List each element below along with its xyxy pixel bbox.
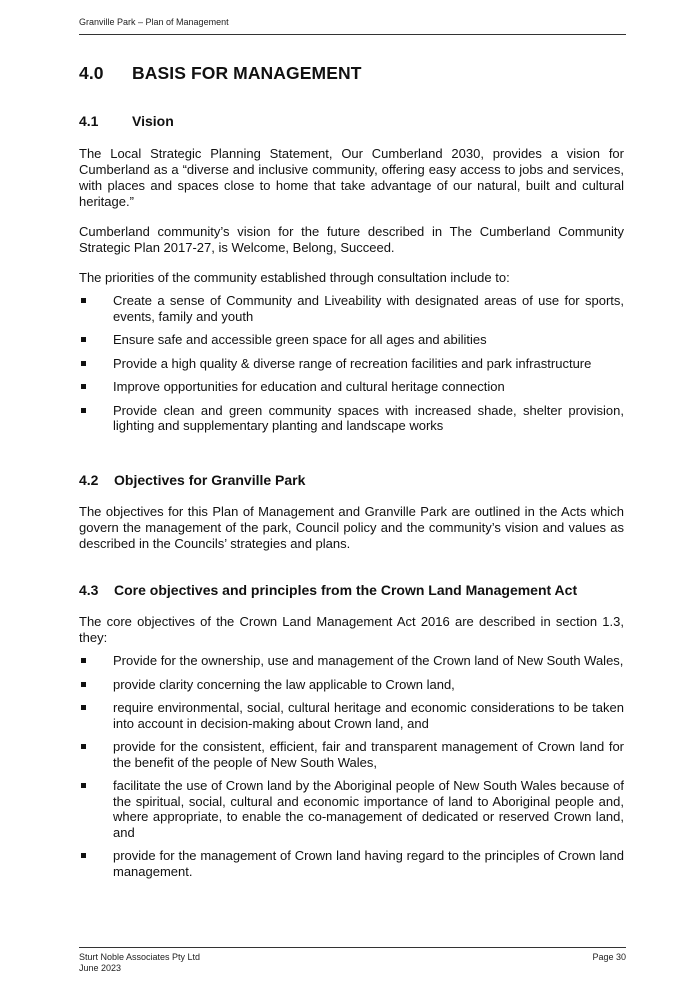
list-item: Provide for the ownership, use and management of the Crown land of New South Wales, <box>79 653 624 669</box>
core-objectives-paragraph: The core objectives of the Crown Land Management Act 2016 are described in section 1.3, they: <box>79 614 624 645</box>
bullet-icon <box>81 658 86 663</box>
bullet-icon <box>81 744 86 749</box>
list-item: Ensure safe and accessible green space for all ages and abilities <box>79 332 624 348</box>
section-number: 4.3 <box>79 582 99 598</box>
section-heading-4-0 <box>79 63 362 84</box>
list-item: require environmental, social, cultural heritage and economic considerations to be taken into account in decision-making about Crown land, and <box>79 700 624 731</box>
section-number: 4.1 <box>79 113 99 129</box>
vision-paragraph-2: Cumberland community’s vision for the future described in The Cumberland Community Strategic Plan 2017-27, is Welcome, Belong, Succeed. <box>79 224 624 255</box>
list-item: provide clarity concerning the law applicable to Crown land, <box>79 677 624 693</box>
vision-paragraph-1: The Local Strategic Planning Statement, Our Cumberland 2030, provides a vision for Cumberland as a “diverse and inclusive community, offering easy access to jobs and services, with places and spaces close to home that take advantage of our natural, built and cultural heritage.” <box>79 146 624 209</box>
header-divider <box>79 34 626 35</box>
objectives-paragraph: The objectives for this Plan of Management and Granville Park are outlined in the Acts which govern the management of the park, Council policy and the community’s vision and values as described in the Councils’ strategies and plans. <box>79 504 624 551</box>
section-number: 4.2 <box>79 472 99 488</box>
priorities-list <box>79 293 626 434</box>
bullet-icon <box>81 783 86 788</box>
list-item: provide for the consistent, efficient, fair and transparent management of Crown land for the benefit of the people of New South Wales, <box>79 739 624 770</box>
bullet-icon <box>81 682 86 687</box>
bullet-icon <box>81 361 86 366</box>
bullet-icon <box>81 705 86 710</box>
footer-divider <box>79 947 626 948</box>
section-title: Core objectives and principles from the Crown Land Management Act <box>114 582 578 598</box>
list-item: Provide clean and green community spaces with increased shade, shelter provision, lighting and supplementary planting and landscape works <box>79 403 624 434</box>
bullet-icon <box>81 384 86 389</box>
section-heading-4-2 <box>79 472 305 488</box>
list-item: Provide a high quality & diverse range of recreation facilities and park infrastructure <box>79 356 624 372</box>
section-number: 4.0 <box>79 63 104 83</box>
section-title: Objectives for Granville Park <box>114 472 306 488</box>
section-heading-4-3 <box>79 582 577 598</box>
list-item: provide for the management of Crown land having regard to the principles of Crown land management. <box>79 848 624 879</box>
vision-paragraph-3: The priorities of the community established through consultation include to: <box>79 270 510 285</box>
list-item: facilitate the use of Crown land by the Aboriginal people of New South Wales because of the spiritual, social, cultural and economic importance of land to Aboriginal people and, where appropriate, to enable the co-management of dedicated or reserved Crown land, and <box>79 778 624 840</box>
footer-date: June 2023 <box>79 963 122 973</box>
list-item: Create a sense of Community and Liveability with designated areas of use for sports, events, family and youth <box>79 293 624 324</box>
bullet-icon <box>81 408 86 413</box>
section-title: Vision <box>132 113 174 129</box>
running-header: Granville Park – Plan of Management <box>79 17 229 27</box>
page-number: Page 30 <box>592 952 626 962</box>
footer-left <box>79 952 200 974</box>
section-title: BASIS FOR MANAGEMENT <box>132 63 362 83</box>
core-objectives-list <box>79 653 626 879</box>
footer-company: Sturt Noble Associates Pty Ltd <box>79 952 201 962</box>
section-heading-4-1 <box>79 113 174 129</box>
bullet-icon <box>81 337 86 342</box>
bullet-icon <box>81 853 86 858</box>
bullet-icon <box>81 298 86 303</box>
list-item: Improve opportunities for education and cultural heritage connection <box>79 379 624 395</box>
